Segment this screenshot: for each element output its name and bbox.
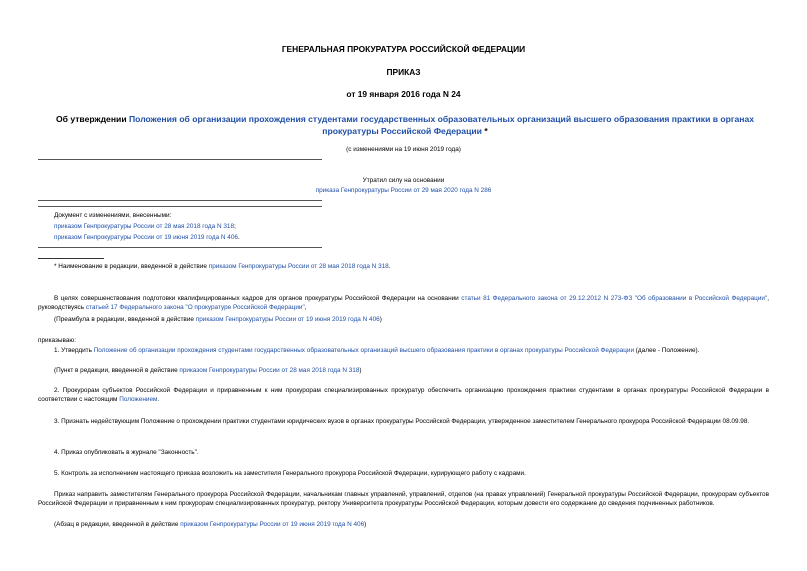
footnote-rule bbox=[38, 258, 104, 259]
item-5: 5. Контроль за исполнением настоящего приказа возложить на заместителя Генерального прокурора Российской Федерации, курирующего работу с кадрами. bbox=[54, 470, 526, 477]
title-link[interactable]: Положения об организации прохождения студентами государственных образовательных организаций высшего образования практики в органах прокуратуры Российской Федерации bbox=[128, 114, 755, 136]
divider bbox=[38, 206, 322, 207]
item-6-note-link[interactable]: приказом Генпрокуратуры России от 19 июня 2019 года N 406 bbox=[180, 521, 365, 528]
item-text: 2. Прокурорам субъектов Российской Федерации и приравненным к ним прокурорам специализированных прокуратур обеспечить организацию прохождения практики студентами в органах прокуратуры Российской Федерации в соответствии с настоящим bbox=[38, 387, 769, 403]
note-text: (Преамбула в редакции, введенной в действие bbox=[54, 316, 196, 323]
item-2 bbox=[38, 386, 769, 404]
preamble-link-1[interactable]: статьи 81 Федерального закона от 29.12.2012 N 273-ФЗ "Об образовании в Российской Федерации" bbox=[461, 295, 768, 302]
preamble bbox=[38, 294, 769, 312]
note-text: (Пункт в редакции, введенной в действие bbox=[54, 367, 180, 374]
preamble-note-link[interactable]: приказом Генпрокуратуры России от 19 июня 2019 года N 406 bbox=[195, 316, 380, 323]
item-2-link[interactable]: Положением bbox=[119, 396, 158, 403]
amended-line-2 bbox=[54, 233, 240, 242]
preamble-text: В целях совершенствования подготовки квалифицированных кадров для органов прокуратуры Российской Федерации на основании bbox=[54, 295, 462, 302]
item-1 bbox=[38, 346, 769, 355]
item-1-note-link[interactable]: приказом Генпрокуратуры России от 28 мая 2018 года N 318 bbox=[179, 367, 360, 374]
lost-force-link[interactable]: приказа Генпрокуратуры России от 29 мая 2020 года N 286 bbox=[315, 187, 492, 194]
doc-type: ПРИКАЗ bbox=[386, 67, 421, 77]
footnote-text: * Наименование в редакции, введенной в действие bbox=[54, 263, 209, 270]
item-1-note bbox=[54, 366, 362, 375]
divider bbox=[38, 200, 322, 201]
footnote-end: . bbox=[388, 263, 391, 270]
separator: . bbox=[237, 234, 240, 241]
amended-link-1[interactable]: приказом Генпрокуратуры России от 28 мая 2018 года N 318 bbox=[54, 223, 235, 230]
changes-note: (с изменениями на 19 июня 2019 года) bbox=[346, 146, 461, 153]
lost-force-text: Утратил силу на основании bbox=[362, 177, 445, 184]
item-6: Приказ направить заместителям Генерального прокурора Российской Федерации, начальникам главных управлений, управлений, отделов (на правах управлений) Генеральной прокуратуры Российской Федерации, прокурорам субъектов Российской Федерации и приравненным к ним прокурорам специализированных прокуратур, ректору Университета прокуратуры Российской Федерации, которым довести его содержание до сведения подчиненных работников. bbox=[38, 491, 769, 507]
separator: ; bbox=[234, 223, 236, 230]
amended-intro: Документ с изменениями, внесенными: bbox=[54, 212, 172, 219]
preamble-text: , руководствуясь bbox=[38, 295, 770, 311]
footnote bbox=[54, 262, 391, 271]
item-text: (далее - Положение). bbox=[634, 347, 700, 354]
amended-line-1 bbox=[54, 222, 236, 231]
item-4: 4. Приказ опубликовать в журнале "Законность". bbox=[54, 449, 199, 456]
note-end: ) bbox=[364, 521, 367, 528]
item-6-note bbox=[54, 520, 366, 529]
preamble-text: , bbox=[304, 304, 307, 311]
order-word: приказываю: bbox=[38, 337, 76, 344]
item-text: 1. Утвердить bbox=[54, 347, 94, 354]
note-end: ) bbox=[379, 316, 382, 323]
org-name: ГЕНЕРАЛЬНАЯ ПРОКУРАТУРА РОССИЙСКОЙ ФЕДЕРАЦИИ bbox=[281, 44, 526, 54]
item-3: 3. Признать недействующим Положение о прохождении практики студентами юридических вузов в органах прокуратуры Российской Федерации, утвержденное заместителем Генерального прокурора Российской Федерации 08.09.98. bbox=[54, 418, 750, 425]
amended-link-2[interactable]: приказом Генпрокуратуры России от 19 июня 2019 года N 406 bbox=[54, 234, 238, 241]
note-end: ) bbox=[359, 367, 362, 374]
preamble-link-2[interactable]: статьей 17 Федерального закона "О прокуратуре Российской Федерации" bbox=[85, 304, 305, 311]
doc-date: от 19 января 2016 года N 24 bbox=[346, 89, 461, 99]
divider bbox=[38, 247, 322, 248]
doc-title bbox=[40, 113, 770, 137]
title-prefix: Об утверждении bbox=[55, 114, 129, 124]
item-1-link[interactable]: Положение об организации прохождения студентами государственных образовательных организаций высшего образования практики в органах прокуратуры Российской Федерации bbox=[93, 347, 635, 354]
footnote-link[interactable]: приказом Генпрокуратуры России от 28 мая 2018 года N 318 bbox=[208, 263, 389, 270]
divider bbox=[38, 159, 322, 160]
title-suffix: * bbox=[481, 126, 488, 136]
item-text: . bbox=[157, 396, 160, 403]
note-text: (Абзац в редакции, введенной в действие bbox=[54, 521, 181, 528]
preamble-note bbox=[54, 315, 382, 324]
